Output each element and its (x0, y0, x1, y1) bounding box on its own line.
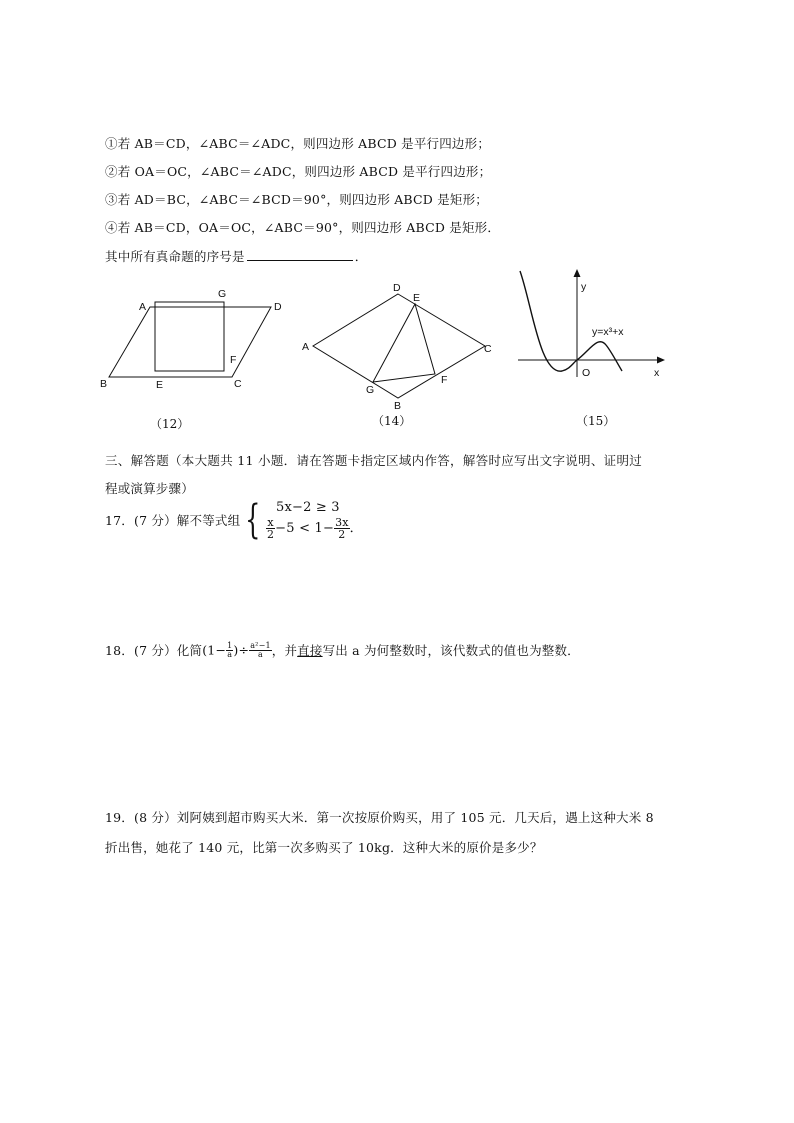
triangle-efg (373, 304, 435, 382)
statement-2: ②若 OA＝OC，∠ABC＝∠ADC，则四边形 ABCD 是平行四边形； (105, 164, 492, 179)
q17-inequality-system (266, 500, 363, 539)
fig15-label-origin: O (582, 367, 591, 379)
question-18 (105, 641, 580, 659)
q17-frac2-den: 2 (338, 527, 346, 541)
q18-underlined: 直接 (297, 643, 323, 658)
q18-prefix: 18．(7 分）化简 (105, 643, 203, 658)
fig14-label-d: D (393, 282, 401, 294)
q17-inequality-1: 5x−2 ≥ 3 (275, 500, 340, 516)
q17-ineq2-mid: −5 < 1− (275, 520, 335, 536)
fig12-label-a: A (139, 301, 147, 313)
fig14-label-f: F (441, 374, 448, 386)
q17-prefix: 17．(7 分）解不等式组 (105, 513, 241, 528)
q17-frac1-num: x (267, 515, 274, 529)
parallelogram-abcd (109, 307, 271, 377)
fig12-label-e: E (156, 379, 164, 391)
q17-brace: { (245, 497, 261, 543)
fig12-label-d: D (274, 301, 282, 313)
fig14-label-b: B (394, 400, 402, 412)
fig14-label-g: G (366, 384, 375, 396)
statement-3: ③若 AD＝BC，∠ABC＝∠BCD＝90°，则四边形 ABCD 是矩形； (105, 192, 488, 207)
figure-12 (95, 283, 295, 393)
q18-close-div: )÷ (233, 642, 250, 658)
answer-blank[interactable] (247, 248, 353, 261)
question-19-line-2: 折出售，她花了 140 元，比第一次多购买了 10kg．这种大米的原价是多少？ (105, 840, 543, 855)
fig15-label-x: x (654, 367, 660, 379)
q17-frac2-num: 3x (335, 515, 349, 529)
square (155, 302, 224, 371)
fig15-label-y: y (581, 281, 587, 293)
rhombus-abcd (313, 294, 485, 398)
section-heading-line-1: 三、解答题（本大题共 11 小题．请在答题卡指定区域内作答，解答时应写出文字说明、证明过 (105, 453, 643, 468)
q18-frac1-num: 1 (227, 640, 233, 650)
figure-12-caption: （12） (150, 417, 190, 431)
q18-rest: 写出 a 为何整数时，该代数式的值也为整数． (322, 643, 580, 658)
figure-14 (298, 278, 498, 413)
q18-frac2-den: a (257, 649, 263, 659)
section-heading-line-2: 程或演算步骤） (105, 481, 194, 496)
y-axis-arrow (574, 269, 581, 277)
fig14-label-e: E (413, 292, 421, 304)
answer-prompt (105, 247, 367, 265)
q17-inequality-2 (266, 517, 363, 540)
fig12-label-b: B (100, 378, 108, 390)
q17-frac1-den: 2 (266, 527, 275, 541)
fig12-label-g: G (218, 288, 227, 300)
q18-mid: ，并 (271, 643, 298, 658)
q17-end: ． (349, 520, 363, 536)
q18-frac1-den: a (227, 649, 233, 659)
fig14-label-a: A (302, 341, 310, 353)
q18-open: (1− (202, 642, 227, 658)
prompt-end: ． (354, 249, 368, 264)
question-19-line-1: 19．(8 分）刘阿姨到超市购买大米．第一次按原价购买，用了 105 元．几天后，遇上这种大米 8 (105, 810, 654, 825)
figure-15 (510, 265, 675, 385)
figure-14-caption: （14） (372, 414, 412, 428)
statement-1: ①若 AB＝CD，∠ABC＝∠ADC，则四边形 ABCD 是平行四边形； (105, 136, 491, 151)
x-axis-arrow (657, 357, 665, 364)
q18-frac2-num: a²−1 (250, 640, 271, 650)
fig12-label-c: C (234, 378, 242, 390)
fig15-label-function: y=x³+x (592, 326, 624, 338)
cubic-curve (520, 271, 622, 371)
question-17 (105, 497, 363, 543)
fig14-label-c: C (484, 343, 492, 355)
statement-4: ④若 AB＝CD，OA＝OC，∠ABC＝90°，则四边形 ABCD 是矩形． (105, 220, 501, 235)
prompt-text: 其中所有真命题的序号是 (105, 249, 245, 264)
figure-15-caption: （15） (576, 414, 616, 428)
fig12-label-f: F (230, 354, 237, 366)
